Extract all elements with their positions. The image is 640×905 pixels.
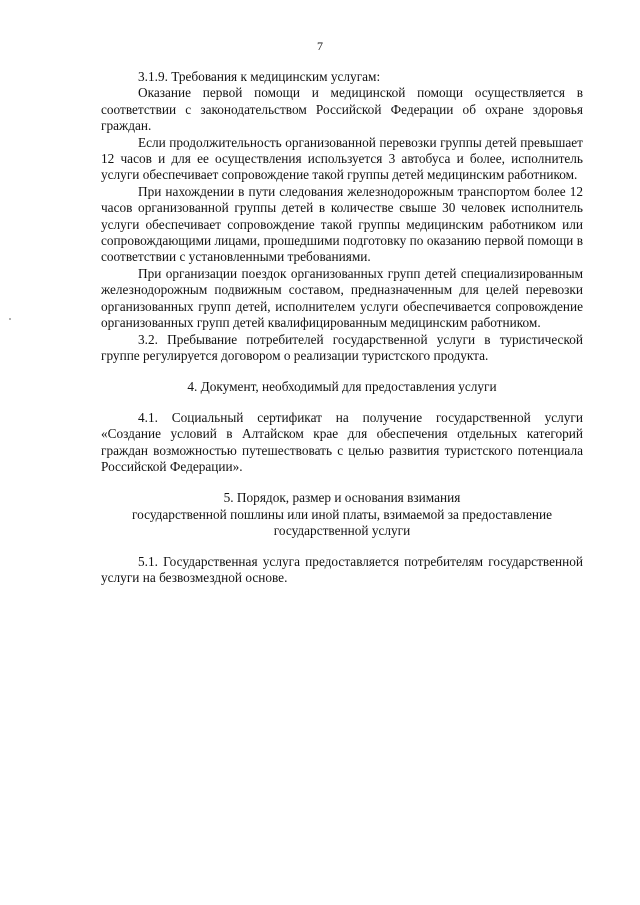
section-5-heading-line-1: 5. Порядок, размер и основания взимания bbox=[223, 490, 461, 506]
section-5-heading bbox=[101, 490, 583, 539]
page-number: 7 bbox=[317, 39, 323, 53]
section-5-heading-line-2: государственной пошлины или иной платы, взимаемой за предоставление bbox=[132, 506, 552, 522]
clause-3-2: 3.2. Пребывание потребителей государственной услуги в туристической группе регулируется договором о реализации туристского продукта. bbox=[101, 331, 583, 363]
paragraph-rail-transport: При нахождении в пути следования железнодорожным транспортом более 12 часов организованной группы детей в количестве свыше 30 человек исполнитель услуги обеспечивает сопровождение такой группы медицинским работником или сопровождающими лицами, прошедшими подготовку по оказанию первой помощи в соответствии с установленными требованиями. bbox=[101, 183, 583, 265]
clause-4-1: 4.1. Социальный сертификат на получение государственной услуги «Создание условий в Алтайском крае для обеспечения отдельных категорий граждан возможностью путешествовать с целью развития туристского потенциала Российской Федерации». bbox=[101, 409, 583, 474]
paragraph-first-aid: Оказание первой помощи и медицинской помощи осуществляется в соответствии с законодательством Российской Федерации об охране здоровья граждан. bbox=[101, 85, 583, 134]
scan-dot bbox=[9, 318, 11, 320]
clause-3-1-9-heading: 3.1.9. Требования к медицинским услугам: bbox=[138, 69, 381, 84]
paragraph-bus-transport: Если продолжительность организованной перевозки группы детей превышает 12 часов и для ее осуществления используется 3 автобуса и более, исполнитель услуги обеспечивает сопровождение такой группы детей медицинским работником. bbox=[101, 134, 583, 183]
clause-5-1: 5.1. Государственная услуга предоставляется потребителям государственной услуги на безвозмездной основе. bbox=[101, 553, 583, 585]
section-4-heading: 4. Документ, необходимый для предоставления услуги bbox=[187, 379, 497, 395]
section-5-heading-line-3: государственной услуги bbox=[273, 523, 411, 539]
paragraph-special-rolling-stock: При организации поездок организованных групп детей специализированным железнодорожным подвижным составом, предназначенным для целей перевозки организованных групп детей, исполнителем услуги обеспечивается сопровождение организованных групп детей квалифицированным медицинским работником. bbox=[101, 265, 583, 331]
document-body bbox=[101, 69, 583, 586]
